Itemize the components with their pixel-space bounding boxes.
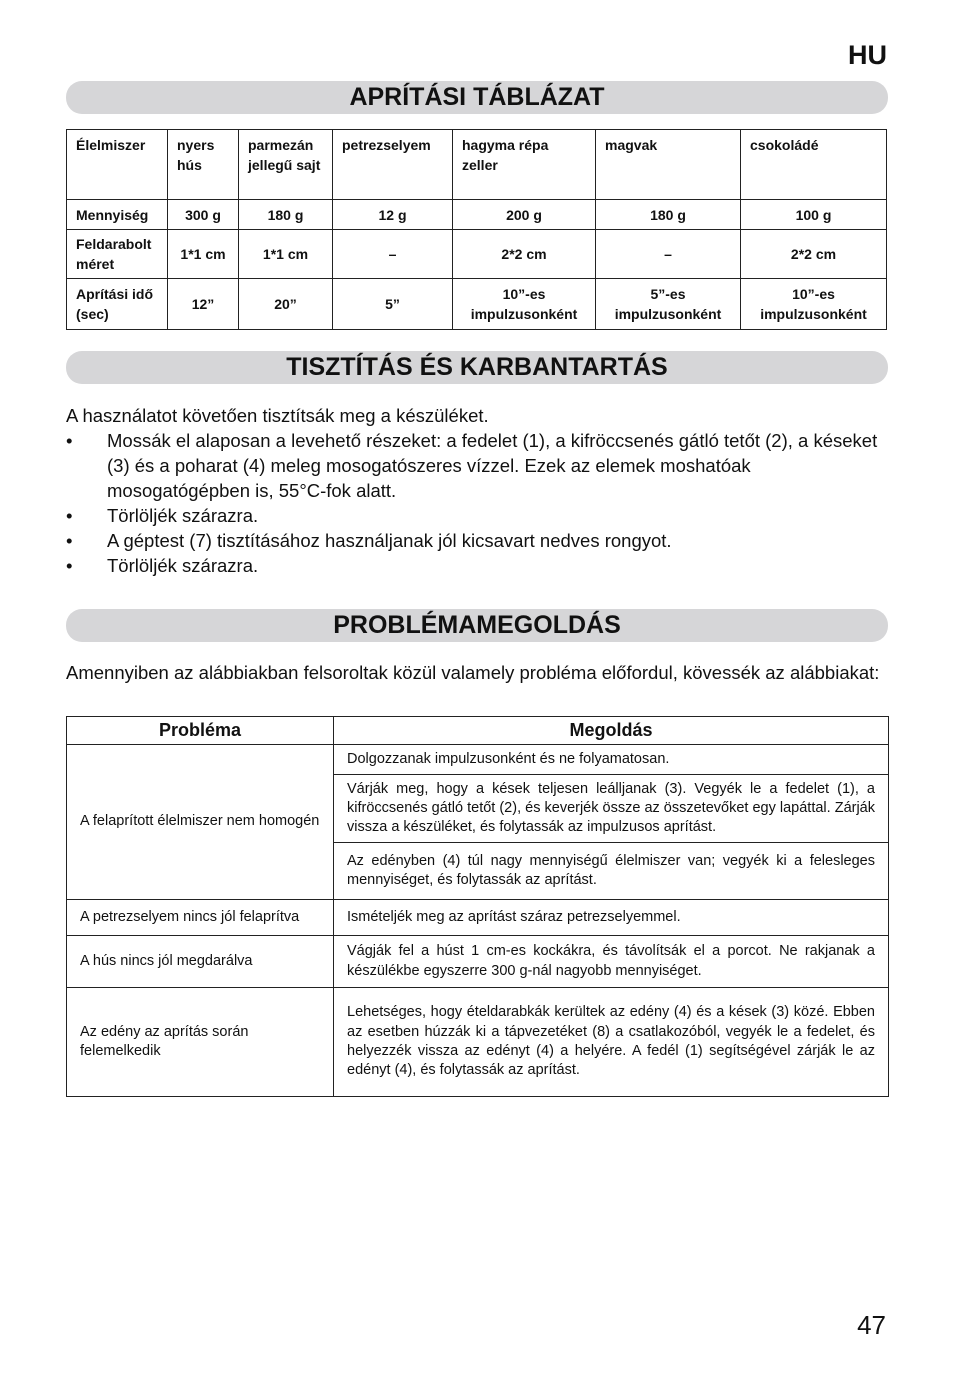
header-cell: Élelmiszer (67, 130, 168, 200)
table-cell: 200 g (453, 200, 596, 230)
table-cell: – (333, 230, 453, 279)
problem-cell: A petrezselyem nincs jól felaprítva (67, 900, 334, 936)
problem-cell: Az edény az aprítás során felemelkedik (67, 988, 334, 1097)
troubleshooting-intro: Amennyiben az alábbiakban felsoroltak közül valamely probléma előfordul, kövessék az alábbiakat: (66, 662, 880, 683)
table-cell: 1*1 cm (239, 230, 333, 279)
table-cell: 2*2 cm (453, 230, 596, 279)
table-cell: 180 g (596, 200, 741, 230)
solution-cell: Az edényben (4) túl nagy mennyiségű élelmiszer van; vegyék ki a felesleges mennyiséget, és folytassák az aprítást. (334, 843, 889, 900)
row-label: Feldarabolt méret (67, 230, 168, 279)
table-cell: 180 g (239, 200, 333, 230)
table-cell: 1*1 cm (168, 230, 239, 279)
cleaning-intro: A használatot követően tisztítsák meg a készüléket. (66, 405, 489, 426)
troubleshooting-title: PROBLÉMAMEGOLDÁS (66, 609, 888, 642)
header-cell: csokoládé (741, 130, 887, 200)
header-cell: hagyma répa zeller (453, 130, 596, 200)
list-item (66, 503, 888, 528)
row-label: Mennyiség (67, 200, 168, 230)
column-header-problem: Probléma (67, 717, 334, 745)
list-item (66, 428, 888, 503)
list-item (66, 553, 888, 578)
table-cell: 10”-es impulzusonként (741, 279, 887, 330)
chopping-table (66, 129, 887, 330)
table-cell: 5” (333, 279, 453, 330)
table-row (67, 230, 887, 279)
bullet: • (66, 530, 73, 551)
table-row (67, 200, 887, 230)
solution-cell: Vágják fel a húst 1 cm-es kockákra, és távolítsák el a porcot. Ne rakjanak a készülékbe egyszerre 300 g-nál nagyobb mennyiséget. (334, 936, 889, 988)
solution-cell: Ismételjék meg az aprítást száraz petrezselyemmel. (334, 900, 889, 936)
table-header-row (67, 717, 889, 745)
list-item-text: A géptest (7) tisztításához használjanak jól kicsavart nedves rongyot. (107, 530, 672, 551)
table-cell: 12 g (333, 200, 453, 230)
table-row (67, 130, 887, 200)
solution-cell: Dolgozzanak impulzusonként és ne folyamatosan. (334, 745, 889, 775)
table-row (67, 936, 889, 988)
header-cell: parmezán jellegű sajt (239, 130, 333, 200)
solution-cell: Várják meg, hogy a kések teljesen leálljanak (3). Vegyék le a fedelet (1), a kifröccsenés gátló tetőt (2), és keverjék össze az összetevőket egy lapáttal. Zárják vissza a készüléket, és folytassák az impulzusos aprítást. (334, 775, 889, 843)
bullet: • (66, 555, 73, 576)
table-row (67, 279, 887, 330)
troubleshooting-table (66, 716, 889, 1097)
table-row (67, 988, 889, 1097)
solution-cell: Lehetséges, hogy ételdarabkák kerültek az edény (4) és a kések (3) közé. Ebben az esetben húzzák ki a tápvezetéket (8) a csatlakozóból, vegyék le a fedelet, és helyezzék vissza az edényt (4) a helyére. A fedél (1) segítségével zárják le az edényt (4), és folytassák az aprítást. (334, 988, 889, 1097)
table-cell: 300 g (168, 200, 239, 230)
problem-cell: A felaprított élelmiszer nem homogén (67, 745, 334, 900)
table-cell: 12” (168, 279, 239, 330)
cleaning-list (66, 428, 888, 578)
cleaning-title: TISZTÍTÁS ÉS KARBANTARTÁS (66, 351, 888, 384)
table-cell: 20” (239, 279, 333, 330)
table-cell: 100 g (741, 200, 887, 230)
problem-cell: A hús nincs jól megdarálva (67, 936, 334, 988)
table-row (67, 745, 889, 775)
table-cell: – (596, 230, 741, 279)
list-item-text: Törlöljék szárazra. (107, 505, 259, 526)
header-cell: petrezselyem (333, 130, 453, 200)
table-cell: 2*2 cm (741, 230, 887, 279)
header-cell: magvak (596, 130, 741, 200)
page-number: 47 (857, 1310, 886, 1340)
bullet: • (66, 505, 73, 526)
table-row (67, 900, 889, 936)
column-header-solution: Megoldás (334, 717, 889, 745)
bullet: • (66, 430, 73, 451)
row-label: Aprítási idő (sec) (67, 279, 168, 330)
list-item-text: Mossák el alaposan a levehető részeket: a fedelet (1), a kifröccsenés gátló tetőt (2), a késeket (3) és a poharat (4) meleg mosogatószeres vízzel. Ezek az elemek moshatóak mosogatógépben is, 55°C-fok alatt. (107, 430, 878, 501)
cleaning-section (66, 403, 888, 578)
chop-table-title: APRÍTÁSI TÁBLÁZAT (66, 81, 888, 114)
list-item-text: Törlöljék szárazra. (107, 555, 259, 576)
language-code: HU (848, 40, 887, 70)
list-item (66, 528, 888, 553)
table-cell: 5”-es impulzusonként (596, 279, 741, 330)
table-cell: 10”-es impulzusonként (453, 279, 596, 330)
header-cell: nyers hús (168, 130, 239, 200)
